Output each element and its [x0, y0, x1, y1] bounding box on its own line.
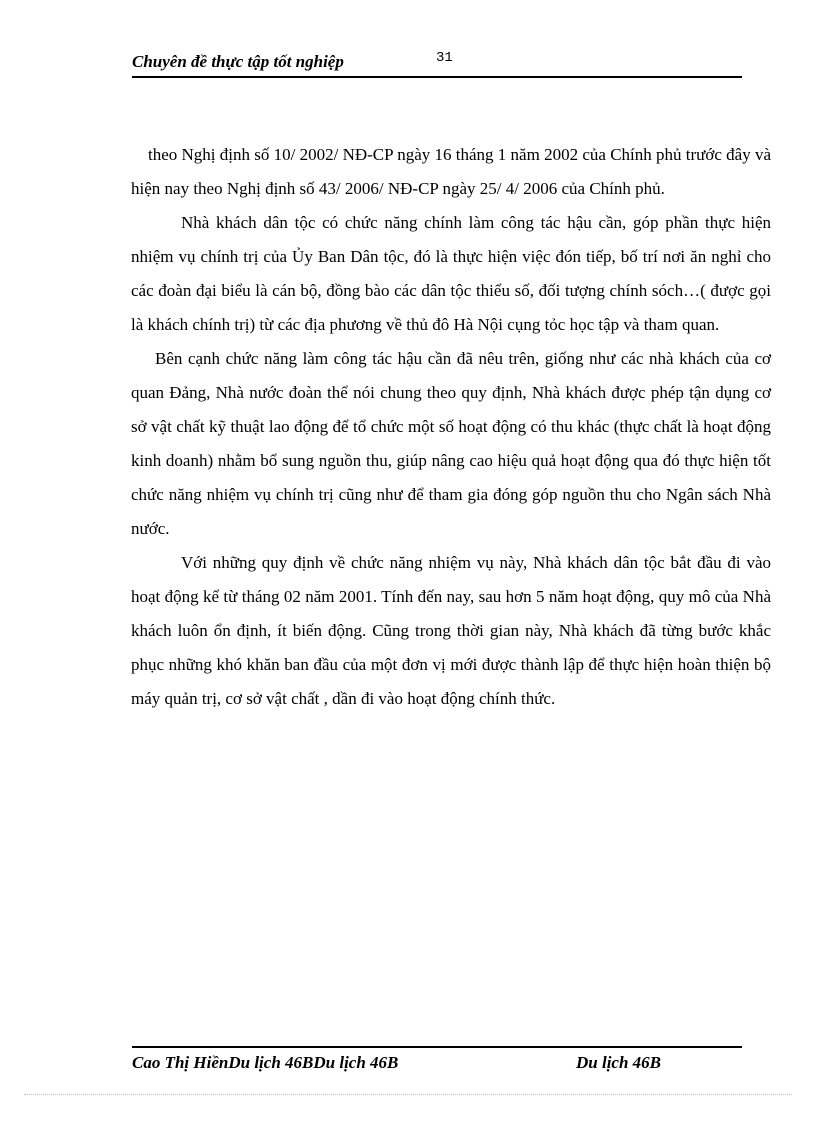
page-header: [132, 50, 742, 78]
paragraph: Bên cạnh chức năng làm công tác hậu cần đã nêu trên, giống như các nhà khách của cơ quan Đảng, Nhà nước đoàn thể nói chung theo quy định, Nhà khách được phép tận dụng cơ sở vật chất kỹ thuật lao động để tổ chức một số hoạt động có thu khác (thực chất là hoạt động kinh doanh) nhằm bổ sung nguồn thu, giúp nâng cao hiệu quả hoạt động qua đó thực hiện tốt chức năng nhiệm vụ chính trị cũng như để tham gia đóng góp nguồn thu cho Ngân sách Nhà nước.: [131, 349, 771, 538]
page-edge-divider: [24, 1094, 792, 1095]
footer-class: Du lịch 46B: [576, 1053, 662, 1072]
paragraph: Nhà khách dân tộc có chức năng chính làm công tác hậu cần, góp phần thực hiện nhiệm vụ chính trị của Ủy Ban Dân tộc, đó là thực hiện việc đón tiếp, bố trí nơi ăn nghỉ cho các đoàn đại biểu là cán bộ, đồng bào các dân tộc thiểu số, đối tượng chính sóch…( được gọi là khách chính trị) từ các địa phương về thủ đô Hà Nội cụng tỏc học tập và tham quan.: [131, 213, 771, 334]
paragraph: Với những quy định về chức năng nhiệm vụ này, Nhà khách dân tộc bắt đầu đi vào hoạt động kể từ tháng 02 năm 2001. Tính đến nay, sau hơn 5 năm hoạt động, quy mô của Nhà khách luôn ổn định, ít biến động. Cũng trong thời gian này, Nhà khách đã từng bước khắc phục những khó khăn ban đầu của một đơn vị mới được thành lập để thực hiện hoàn thiện bộ máy quản trị, cơ sở vật chất , dần đi vào hoạt động chính thức.: [131, 553, 771, 708]
footer-author: Cao Thị HiềnDu lịch 46BDu lịch 46B: [132, 1053, 399, 1072]
header-title: Chuyên đề thực tập tốt nghiệp: [132, 52, 344, 71]
page-footer: [132, 1046, 742, 1078]
body-text: [131, 138, 771, 716]
paragraph: theo Nghị định số 10/ 2002/ NĐ-CP ngày 16 tháng 1 năm 2002 của Chính phủ trước đây và hiện nay theo Nghị định số 43/ 2006/ NĐ-CP ngày 25/ 4/ 2006 của Chính phủ.: [131, 145, 771, 198]
page-number: 31: [436, 50, 453, 66]
